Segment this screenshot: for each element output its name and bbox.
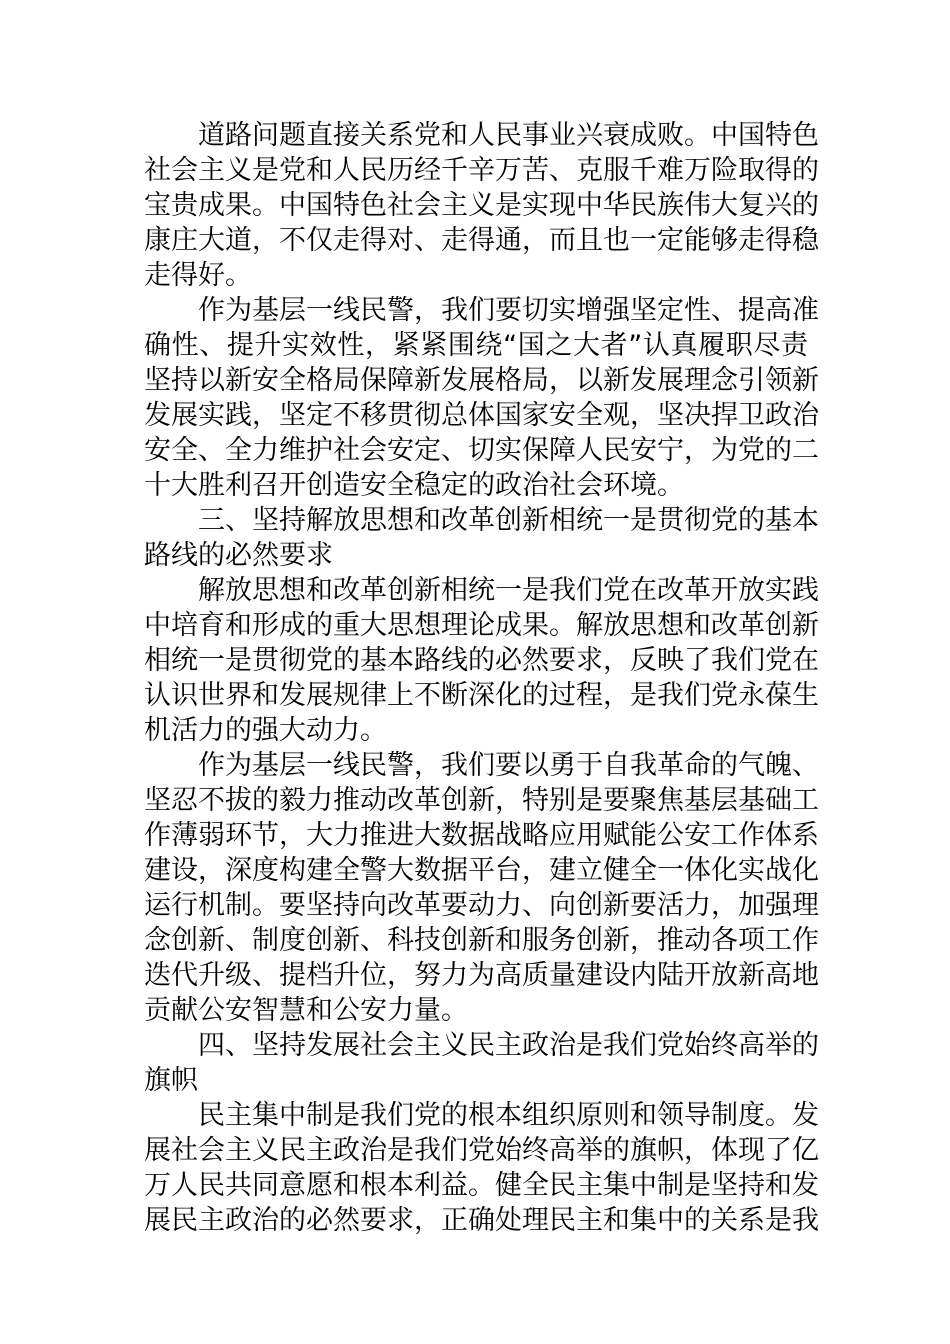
text-line: 展社会主义民主政治是我们党始终高举的旗帜，体现了亿 bbox=[144, 1135, 819, 1166]
text-line: 贡献公安智慧和公安力量。 bbox=[144, 995, 468, 1026]
text-line: 认识世界和发展规律上不断深化的过程，是我们党永葆生 bbox=[144, 680, 819, 711]
text-line: 万人民共同意愿和根本利益。健全民主集中制是坚持和发 bbox=[144, 1170, 819, 1201]
text-line: 迭代升级、提档升位，努力为高质量建设内陆开放新高地 bbox=[144, 960, 819, 991]
text-line: 机活力的强大动力。 bbox=[144, 715, 387, 746]
text-line: 确性、提升实效性，紧紧围绕“国之大者”认真履职尽责 bbox=[144, 330, 808, 361]
text-line: 民主集中制是我们党的根本组织原则和领导制度。发 bbox=[198, 1100, 819, 1131]
text-line: 十大胜利召开创造安全稳定的政治社会环境。 bbox=[144, 470, 684, 501]
text-line: 路线的必然要求 bbox=[144, 540, 333, 571]
text-line: 作为基层一线民警，我们要以勇于自我革命的气魄、 bbox=[198, 750, 819, 781]
text-line: 道路问题直接关系党和人民事业兴衰成败。中国特色 bbox=[198, 120, 819, 151]
text-line: 三、坚持解放思想和改革创新相统一是贯彻党的基本 bbox=[198, 505, 819, 536]
document-page bbox=[144, 118, 819, 1238]
text-line: 作为基层一线民警，我们要切实增强坚定性、提高准 bbox=[198, 295, 819, 326]
text-line: 旗帜 bbox=[144, 1065, 198, 1096]
text-line: 走得好。 bbox=[144, 260, 252, 291]
text-line: 坚持以新安全格局保障新发展格局，以新发展理念引领新 bbox=[144, 365, 819, 396]
text-line: 宝贵成果。中国特色社会主义是实现中华民族伟大复兴的 bbox=[144, 190, 819, 221]
text-line: 四、坚持发展社会主义民主政治是我们党始终高举的 bbox=[198, 1030, 819, 1061]
text-line: 作薄弱环节，大力推进大数据战略应用赋能公安工作体系 bbox=[144, 820, 819, 851]
text-line: 康庄大道，不仅走得对、走得通，而且也一定能够走得稳 bbox=[144, 225, 819, 256]
text-line: 建设，深度构建全警大数据平台，建立健全一体化实战化 bbox=[144, 855, 819, 886]
text-line: 念创新、制度创新、科技创新和服务创新，推动各项工作 bbox=[144, 925, 819, 956]
text-line: 展民主政治的必然要求，正确处理民主和集中的关系是我 bbox=[144, 1205, 819, 1236]
text-line: 相统一是贯彻党的基本路线的必然要求，反映了我们党在 bbox=[144, 645, 819, 676]
text-line: 运行机制。要坚持向改革要动力、向创新要活力，加强理 bbox=[144, 890, 819, 921]
text-line: 安全、全力维护社会安定、切实保障人民安宁，为党的二 bbox=[144, 435, 819, 466]
text-line: 社会主义是党和人民历经千辛万苦、克服千难万险取得的 bbox=[144, 155, 819, 186]
text-line: 解放思想和改革创新相统一是我们党在改革开放实践 bbox=[198, 575, 819, 606]
text-line: 中培育和形成的重大思想理论成果。解放思想和改革创新 bbox=[144, 610, 819, 641]
text-line: 坚忍不拔的毅力推动改革创新，特别是要聚焦基层基础工 bbox=[144, 785, 819, 816]
text-line: 发展实践，坚定不移贯彻总体国家安全观，坚决捍卫政治 bbox=[144, 400, 819, 431]
